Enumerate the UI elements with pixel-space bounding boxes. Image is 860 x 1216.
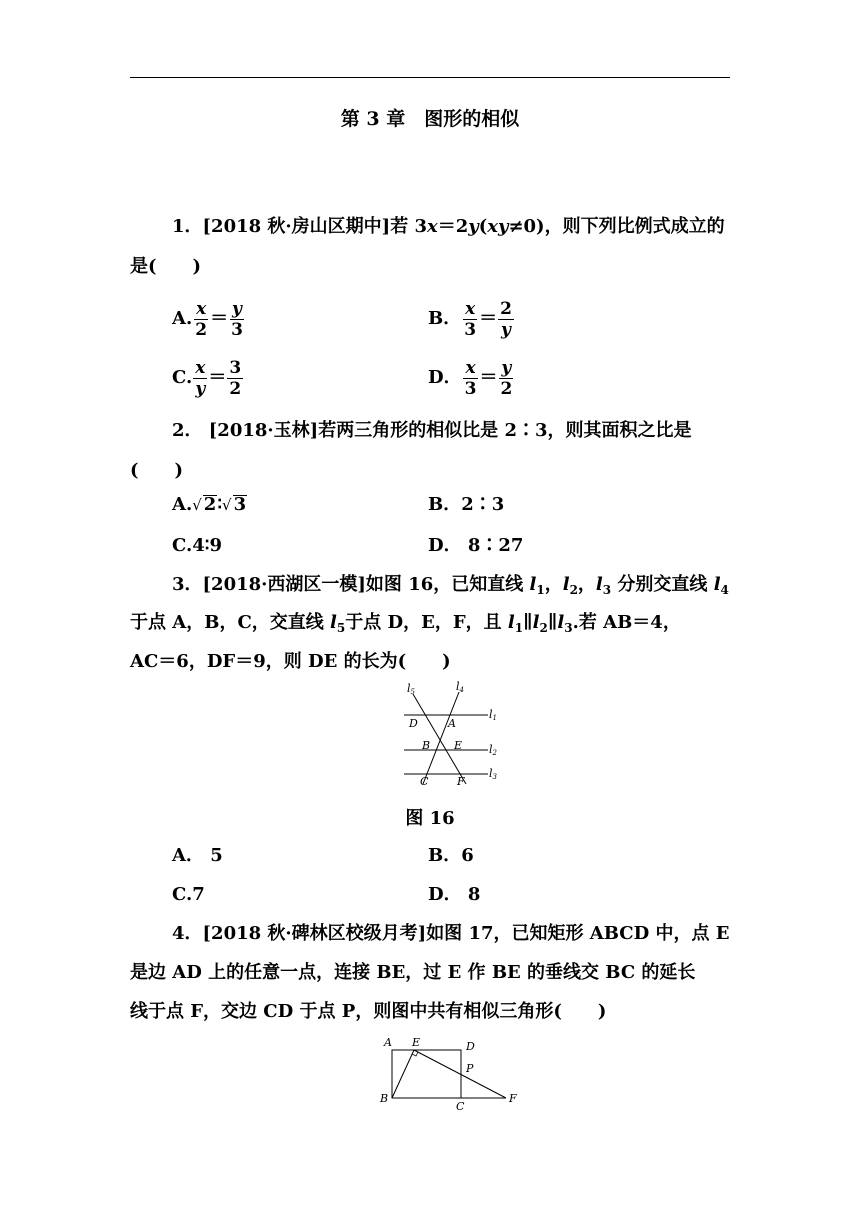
label-F: F [457,775,465,788]
label-l4: l4 [456,680,464,694]
label-B: B [422,739,431,752]
label-E: E [412,1036,421,1049]
q4-stem-line2: 是边 AD 上的任意一点，连接 BE，过 E 作 BE 的垂线交 BC 的延长 [130,962,696,983]
label-D: D [409,717,418,730]
q3-option-b: B．6 [428,845,474,866]
label-A: A [448,717,456,730]
q3-stem-line2: 于点 A，B，C，交直线 $l_5$于点 D，E，F，且 $l_1\parallel l_2\parallel l_3$.若 AB＝4， [130,612,681,635]
label-l2: l2 [489,743,497,757]
q3-option-c: C.7 [172,884,205,905]
q1-option-c: C. $\frac{x}{y}$ ＝ $\frac{3}{2}$ [172,357,242,399]
label-P: P [466,1062,474,1075]
figure-16-diagram [392,680,512,790]
q1-option-d: D． $\frac{x}{3}$ ＝ $\frac{y}{2}$ [428,357,513,399]
q3-stem-line1: 3．[2018·西湖区一模]如图 16，已知直线 $l_1$，$l_2$，$l_3$ 分别交直线 $l_4$ [172,574,729,597]
q2-option-a: A.√ 2∶√ 3 [172,494,247,515]
q2-option-b: B．2∶3 [428,494,505,515]
q3-option-d: D． 8 [428,884,481,905]
q1-stem-cont: 是( ) [130,256,202,277]
label-E: E [454,739,463,752]
label-A: A [384,1036,392,1049]
q4-stem-line1: 4．[2018 秋·碑林区校级月考]如图 17，已知矩形 ABCD 中，点 E [172,923,730,944]
page-title: 第 3 章 图形的相似 [340,108,520,130]
line-l4 [423,692,459,784]
q4-stem-line3: 线于点 F，交边 CD 于点 P，则图中共有相似三角形( ) [130,1001,607,1022]
q3-option-a: A． 5 [172,845,223,866]
label-B: B [380,1092,389,1105]
label-D: D [466,1040,475,1053]
line-EF [414,1050,506,1098]
q2-option-d: D． 8∶27 [428,535,524,556]
label-l3: l3 [489,767,497,781]
q3-stem-line3: AC＝6，DF＝9，则 DE 的长为( ) [130,651,451,672]
header-rule [130,77,730,78]
label-F: F [509,1092,517,1105]
rectangle-ABCD [392,1050,461,1098]
line-BE [392,1050,414,1098]
label-C: C [456,1100,465,1112]
label-C: C [420,775,429,788]
q1-stem: 1．[2018 秋·房山区期中]若 3x＝2y(xy≠0)，则下列比例式成立的 [172,216,725,237]
q2-stem: 2． [2018·玉林]若两三角形的相似比是 2∶3，则其面积之比是 [172,420,692,441]
label-l1: l1 [489,708,497,722]
q1-option-b: B． $\frac{x}{3}$ ＝ $\frac{2}{y}$ [428,298,512,340]
figure-16-caption: 图 16 [405,808,455,829]
label-l5: l5 [407,682,415,696]
q2-stem-cont: ( ) [130,460,184,481]
figure-17-diagram [374,1032,534,1112]
q1-option-a: A. $\frac{x}{2}$ ＝ $\frac{y}{3}$ [172,298,243,340]
q2-option-c: C.4∶9 [172,535,223,556]
